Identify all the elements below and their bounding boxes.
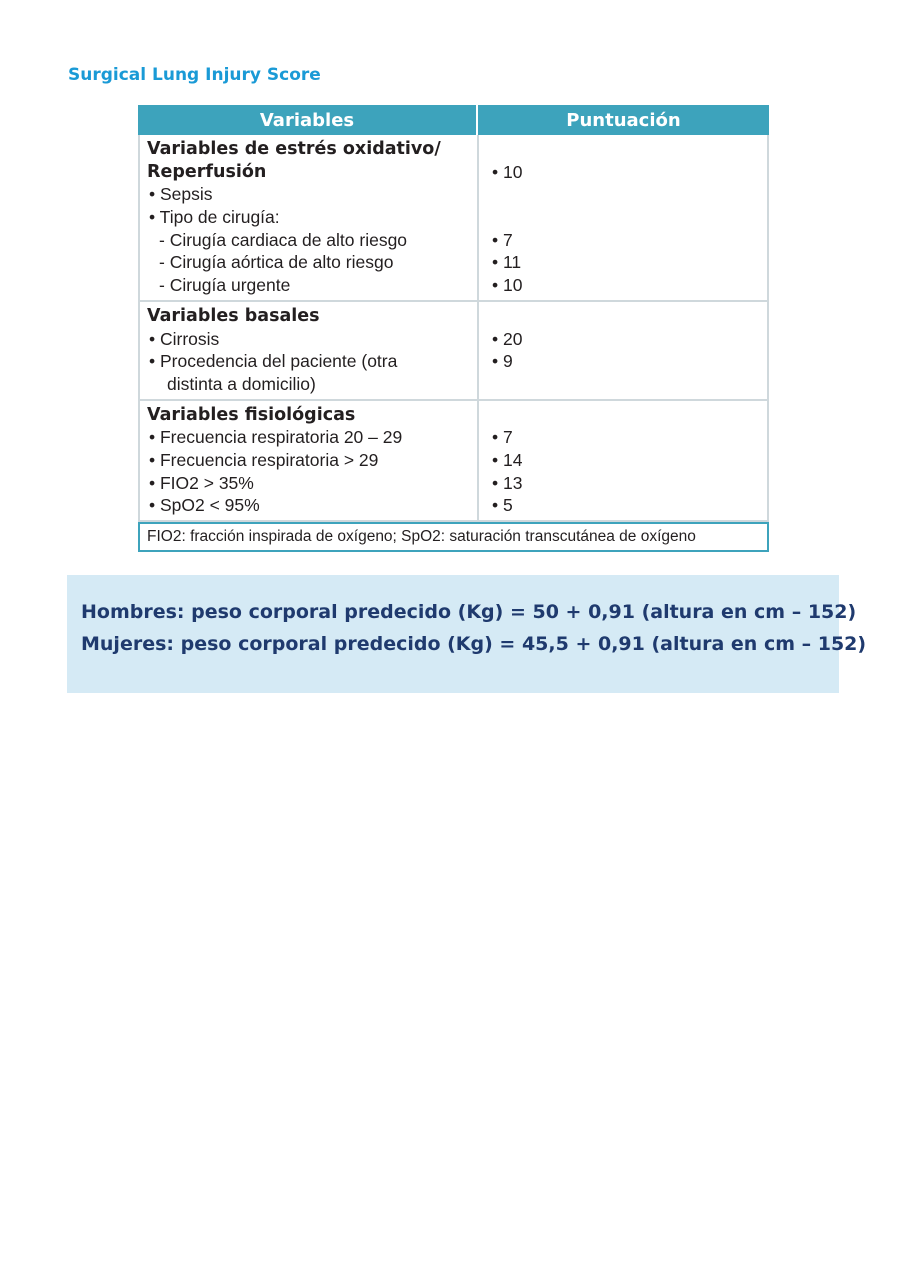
variable-item: • FIO2 > 35%	[149, 472, 254, 493]
formula-men: Hombres: peso corporal predecido (Kg) = 50 + 0,91 (altura en cm – 152)	[81, 601, 857, 623]
score-value	[492, 373, 767, 396]
score-value: • 10	[492, 161, 523, 182]
section-heading: Variables de estrés oxidativo/	[147, 139, 441, 159]
section-title: Surgical Lung Injury Score	[68, 65, 321, 85]
table-row	[138, 401, 769, 522]
variable-item: • Frecuencia respiratoria 20 – 29	[149, 427, 403, 448]
score-value	[492, 206, 767, 229]
section-heading: Variables fisiológicas	[147, 404, 356, 425]
score-value: • 20	[492, 328, 523, 349]
score-table	[138, 105, 769, 552]
score-value: • 5	[492, 495, 513, 516]
variable-item: • Cirrosis	[149, 328, 220, 349]
table-row	[138, 135, 769, 302]
variable-item: • Tipo de cirugía:	[149, 207, 280, 228]
score-value: • 7	[492, 229, 513, 250]
variable-item: • Frecuencia respiratoria > 29	[149, 449, 379, 470]
score-value: • 14	[492, 449, 523, 470]
variable-item: • Sepsis	[149, 184, 213, 205]
score-value: • 13	[492, 472, 523, 493]
variables-cell	[140, 302, 479, 399]
table-header	[138, 105, 769, 135]
section-heading: Reperfusión	[147, 161, 267, 182]
header-variables: Variables	[138, 105, 478, 135]
section-heading: Variables basales	[147, 305, 320, 326]
score-value: • 11	[492, 252, 522, 273]
score-value	[492, 305, 767, 328]
score-value: • 7	[492, 427, 513, 448]
variables-cell	[140, 135, 479, 300]
variable-item: - Cirugía cardiaca de alto riesgo	[159, 229, 408, 250]
score-value: • 10	[492, 275, 523, 296]
score-value: • 9	[492, 351, 513, 372]
table-footnote: FIO2: fracción inspirada de oxígeno; SpO2: saturación transcutánea de oxígeno	[138, 522, 769, 552]
score-cell	[479, 302, 767, 399]
formula-women: Mujeres: peso corporal predecido (Kg) = 45,5 + 0,91 (altura en cm – 152)	[81, 633, 867, 655]
variable-item: • SpO2 < 95%	[149, 495, 260, 516]
score-value	[492, 138, 767, 161]
variable-item: - Cirugía urgente	[159, 275, 291, 296]
variable-item: - Cirugía aórtica de alto riesgo	[159, 252, 394, 273]
variable-item: distinta a domicilio)	[167, 373, 316, 394]
table-row	[138, 302, 769, 401]
score-value	[492, 404, 767, 427]
score-cell	[479, 135, 767, 300]
variables-cell	[140, 401, 479, 520]
formula-box	[67, 575, 867, 693]
score-value	[492, 183, 767, 206]
variable-item: • Procedencia del paciente (otra	[149, 351, 398, 372]
header-puntuacion: Puntuación	[566, 109, 681, 131]
score-cell	[479, 401, 767, 520]
